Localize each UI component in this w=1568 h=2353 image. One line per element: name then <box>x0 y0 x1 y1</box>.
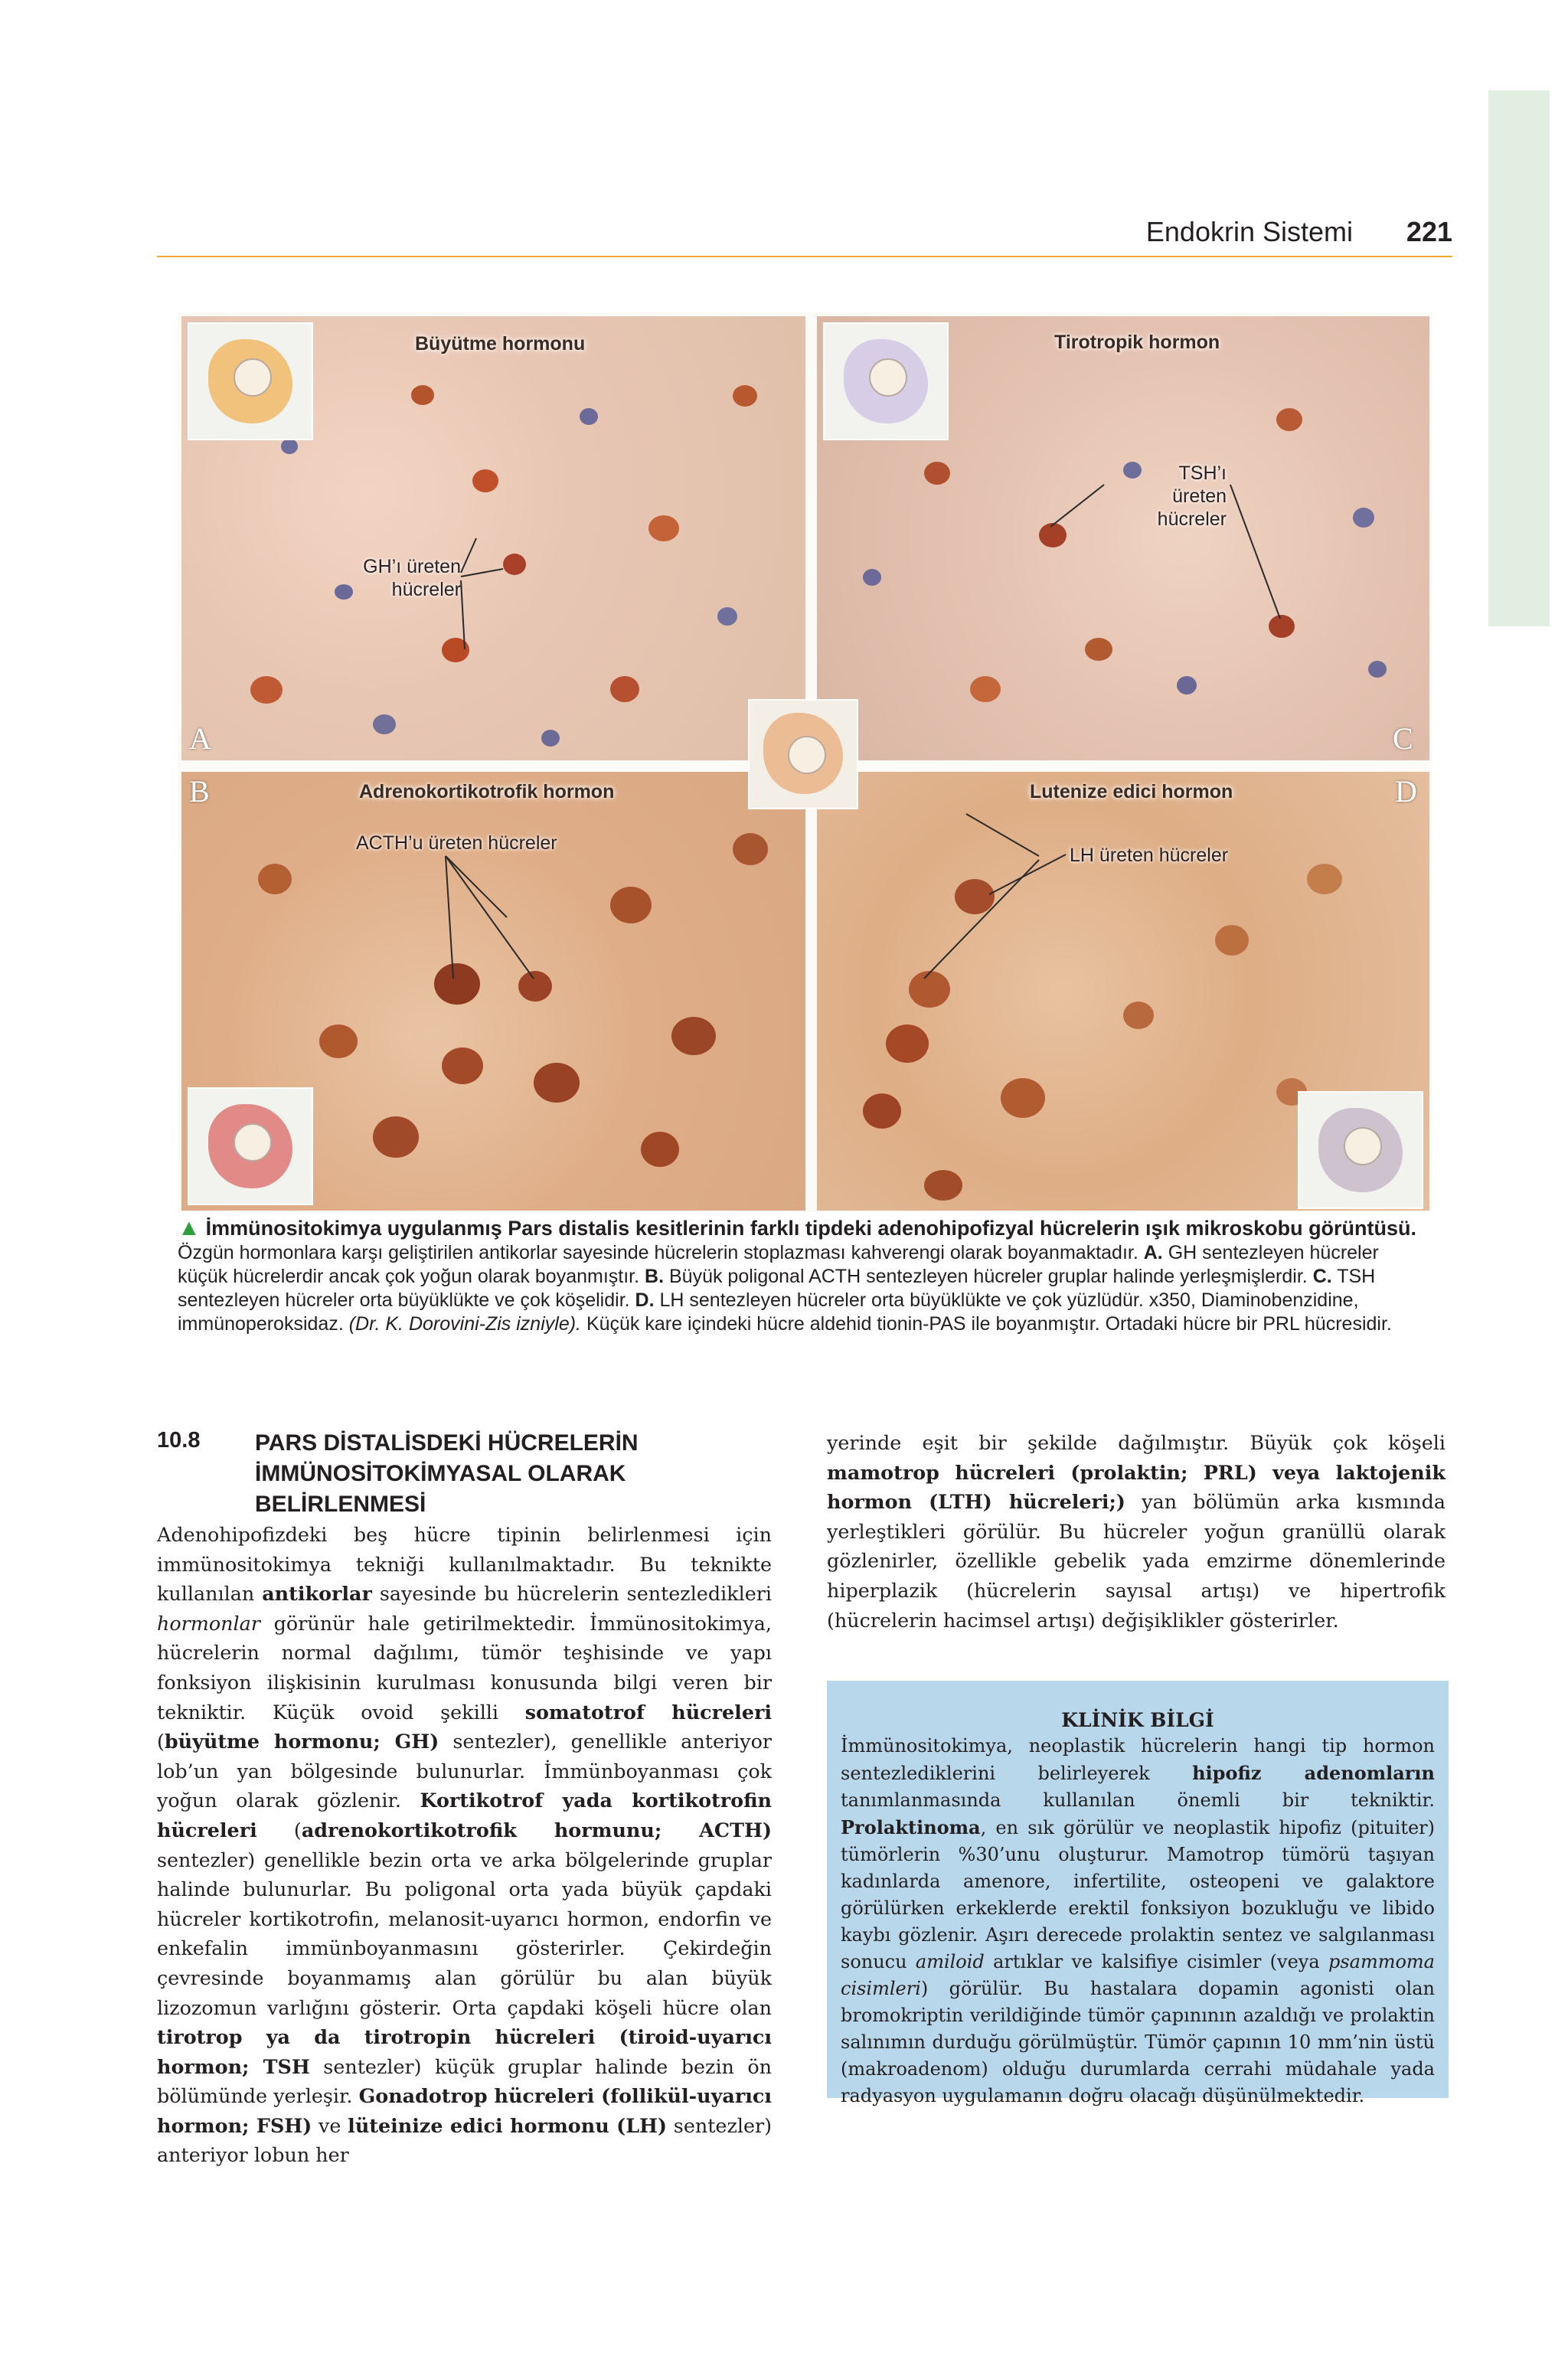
body-text-right <box>827 1428 1446 1635</box>
page-number: 221 <box>1406 216 1452 247</box>
caption-text-b: Büyük poligonal ACTH sentezleyen hücreler gruplar halinde yerleşmişlerdir. <box>668 1266 1308 1287</box>
body-paragraph: Adenohipofizdeki beş hücre tipinin belirlenmesi için immünositokimya tekniği kullanılmaktadır. Bu teknikte kullanılan antikorlar sayesinde bu hücrelerin sentezledikleri hormonlar görünür hale getirilmektedir. İmmünositokimya, hücrelerin normal dağılımı, tümör teşhisinde ve yapı fonksiyon ilişkisinin kurulması konusunda bilgi veren bir tekniktir. Küçük ovoid şekilli somatotrof hücreleri (büyütme hormonu; GH) sentezler), genellikle anteriyor lob’un yan bölgesinde bulunurlar. İmmünboyanması çok yoğun olarak gözlenir. Kortikotrof yada kortikotrofin hücreleri (adrenokortikotrofik hormunu; ACTH) sentezler) genellikle bezin orta ve arka bölgelerinde gruplar halinde bulunurlar. Bu poligonal orta yada büyük çapdaki hücreler kortikotrofin, melanosit-uyarıcı hormon, endorfin ve enkefalin immünboyanmasını gösterirler. Çekirdeğin çevresinde boyanmamış alan görülür bu alan büyük lizozomun varlığını gösterir. Orta çapdaki köşeli hücre olan tirotrop ya da tirotropin hücreleri (tiroid-uyarıcı hormon; TSH sentezler) küçük gruplar halinde bezin ön bölümünde yerleşir. Gonadotrop hücreleri (follikül-uyarıcı hormon; FSH) ve lüteinize edici hormonu (LH) sentezler) anteriyor lobun her <box>157 1523 773 2167</box>
caption-text-a: GH sentezleyen hücreler küçük hücrelerdir ancak çok yoğun olarak boyanmıştır. <box>178 1242 1379 1287</box>
panel-c-leader-lines <box>817 316 1429 760</box>
header-rule <box>157 256 1452 257</box>
panel-b-adrenocorticotrophic-hormone <box>181 772 805 1211</box>
clinical-info-title: KLİNİK BİLGİ <box>1061 1709 1214 1731</box>
panel-a-leader-lines <box>181 316 805 760</box>
panel-a-label: GH’ı üreten hücreler <box>363 556 461 600</box>
panel-d-letter: D <box>1395 774 1417 809</box>
page-header <box>157 216 1452 254</box>
triangle-icon: ▲ <box>178 1215 201 1240</box>
section-title: PARS DİSTALİSDEKİ HÜCRELERİN İMMÜNOSİTOKİMYASAL OLARAK BELİRLENMESİ <box>255 1430 639 1517</box>
caption-label-b: B. <box>645 1266 665 1287</box>
clinical-info-box <box>827 1681 1449 2106</box>
caption-label-d: D. <box>635 1289 655 1311</box>
panel-c-label: TSH’ı üreten hücreler <box>1157 462 1227 530</box>
panel-c-thyrotropic-hormone <box>817 316 1429 760</box>
panel-c-title: Tirotropik hormon <box>1054 332 1220 353</box>
caption-credit: (Dr. K. Dorovini-Zis izniyle). <box>348 1313 581 1335</box>
inset-cell-prl <box>748 699 858 809</box>
chapter-side-tab <box>1488 90 1550 626</box>
micrograph-figure <box>178 312 1432 1212</box>
panel-b-title: Adrenokortikotrofik hormon <box>359 781 615 802</box>
caption-label-c: C. <box>1312 1266 1332 1287</box>
panel-a-letter: A <box>189 721 211 756</box>
panel-c-letter: C <box>1393 721 1413 756</box>
panel-a-title: Büyütme hormonu <box>415 333 586 355</box>
panel-d-leader-lines <box>817 772 1429 1211</box>
body-text-left <box>157 1520 772 2170</box>
panel-d-label: LH üreten hücreler <box>1070 845 1229 866</box>
body-paragraph-continued: yerinde eşit bir şekilde dağılmıştır. Büyük çok köşeli mamotrop hücreleri (prolaktin; PRL) veya laktojenik hormon (LTH) hücreleri;) yan bölümün arka kısmında yerleştikleri görülür. Bu hücreler yoğun granüllü olarak gözlenirler, özellikle gebelik yada emzirme dönemlerinde hiperplazik (hücrelerin sayısal artışı) ve hipertrofik (hücrelerin hacimsel artışı) değişiklikler gösterirler. <box>827 1431 1446 1632</box>
caption-end: Küçük kare içindeki hücre aldehid tionin-PAS ile boyanmıştır. Ortadaki hücre bir PRL hücresidir. <box>586 1313 1392 1335</box>
caption-text-c: TSH sentezleyen hücreler orta büyüklükte ve çok köşelidir. <box>178 1266 1376 1311</box>
figure-caption <box>178 1216 1433 1336</box>
panel-b-letter: B <box>189 774 210 809</box>
panel-d-luteinizing-hormone <box>817 772 1429 1211</box>
clinical-info-text: İmmünositokimya, neoplastik hücrelerin hangi tip hormon sentezlediklerini belirleyerek hipofiz adenomların tanımlanmasında kullanılan önemli bir tekniktir. Prolaktinoma, en sık görülür ve neoplastik hipofiz (pituiter) tümörlerin %30’unu oluşturur. Mamotrop tümörü taşıyan kadınlarda amenore, infertilite, osteopeni ve galaktore görülürken erkeklerde erektil fonksiyon bozukluğu ve libido kaybı gözlenir. Aşırı derecede prolaktin sentez ve salgılanması sonucu amiloid artıklar ve kalsifiye cisimler (veya psammoma cisimleri) görülür. Bu hastalara dopamin agonisti olan bromokriptin verildiğinde tümör çapınının azaldığı ve prolaktin salınımın durduğu görülmüştür. Tümör çapının 10 mm’nin üstü (makroadenom) olduğu durumlarda cerrahi müdahale yada radyasyon uygulamanın doğru olacağı düşünülmektedir. <box>841 1735 1435 2106</box>
section-number: 10.8 <box>157 1428 201 1453</box>
panel-b-label: ACTH’u üreten hücreler <box>356 832 557 854</box>
panel-d-title: Lutenize edici hormon <box>1030 781 1233 802</box>
running-title: Endokrin Sistemi <box>1145 216 1353 247</box>
panel-b-leader-lines <box>181 772 805 1211</box>
caption-lead: İmmünositokimya uygulanmış Pars distalis kesitlerinin farklı tipdeki adenohipofizyal hücrelerin ışık mikroskobu görüntüsü. <box>205 1217 1417 1240</box>
caption-sentence: Özgün hormonlara karşı geliştirilen antikorlar sayesinde hücrelerin stoplazması kahverengi olarak boyanmaktadır. <box>178 1242 1138 1263</box>
caption-text-d: LH sentezleyen hücreler orta büyüklükte ve çok yüzlüdür. x350, Diaminobenzidine, immünoperoksidaz. <box>178 1289 1359 1335</box>
caption-label-a: A. <box>1143 1242 1163 1263</box>
panel-a-growth-hormone <box>181 316 805 760</box>
